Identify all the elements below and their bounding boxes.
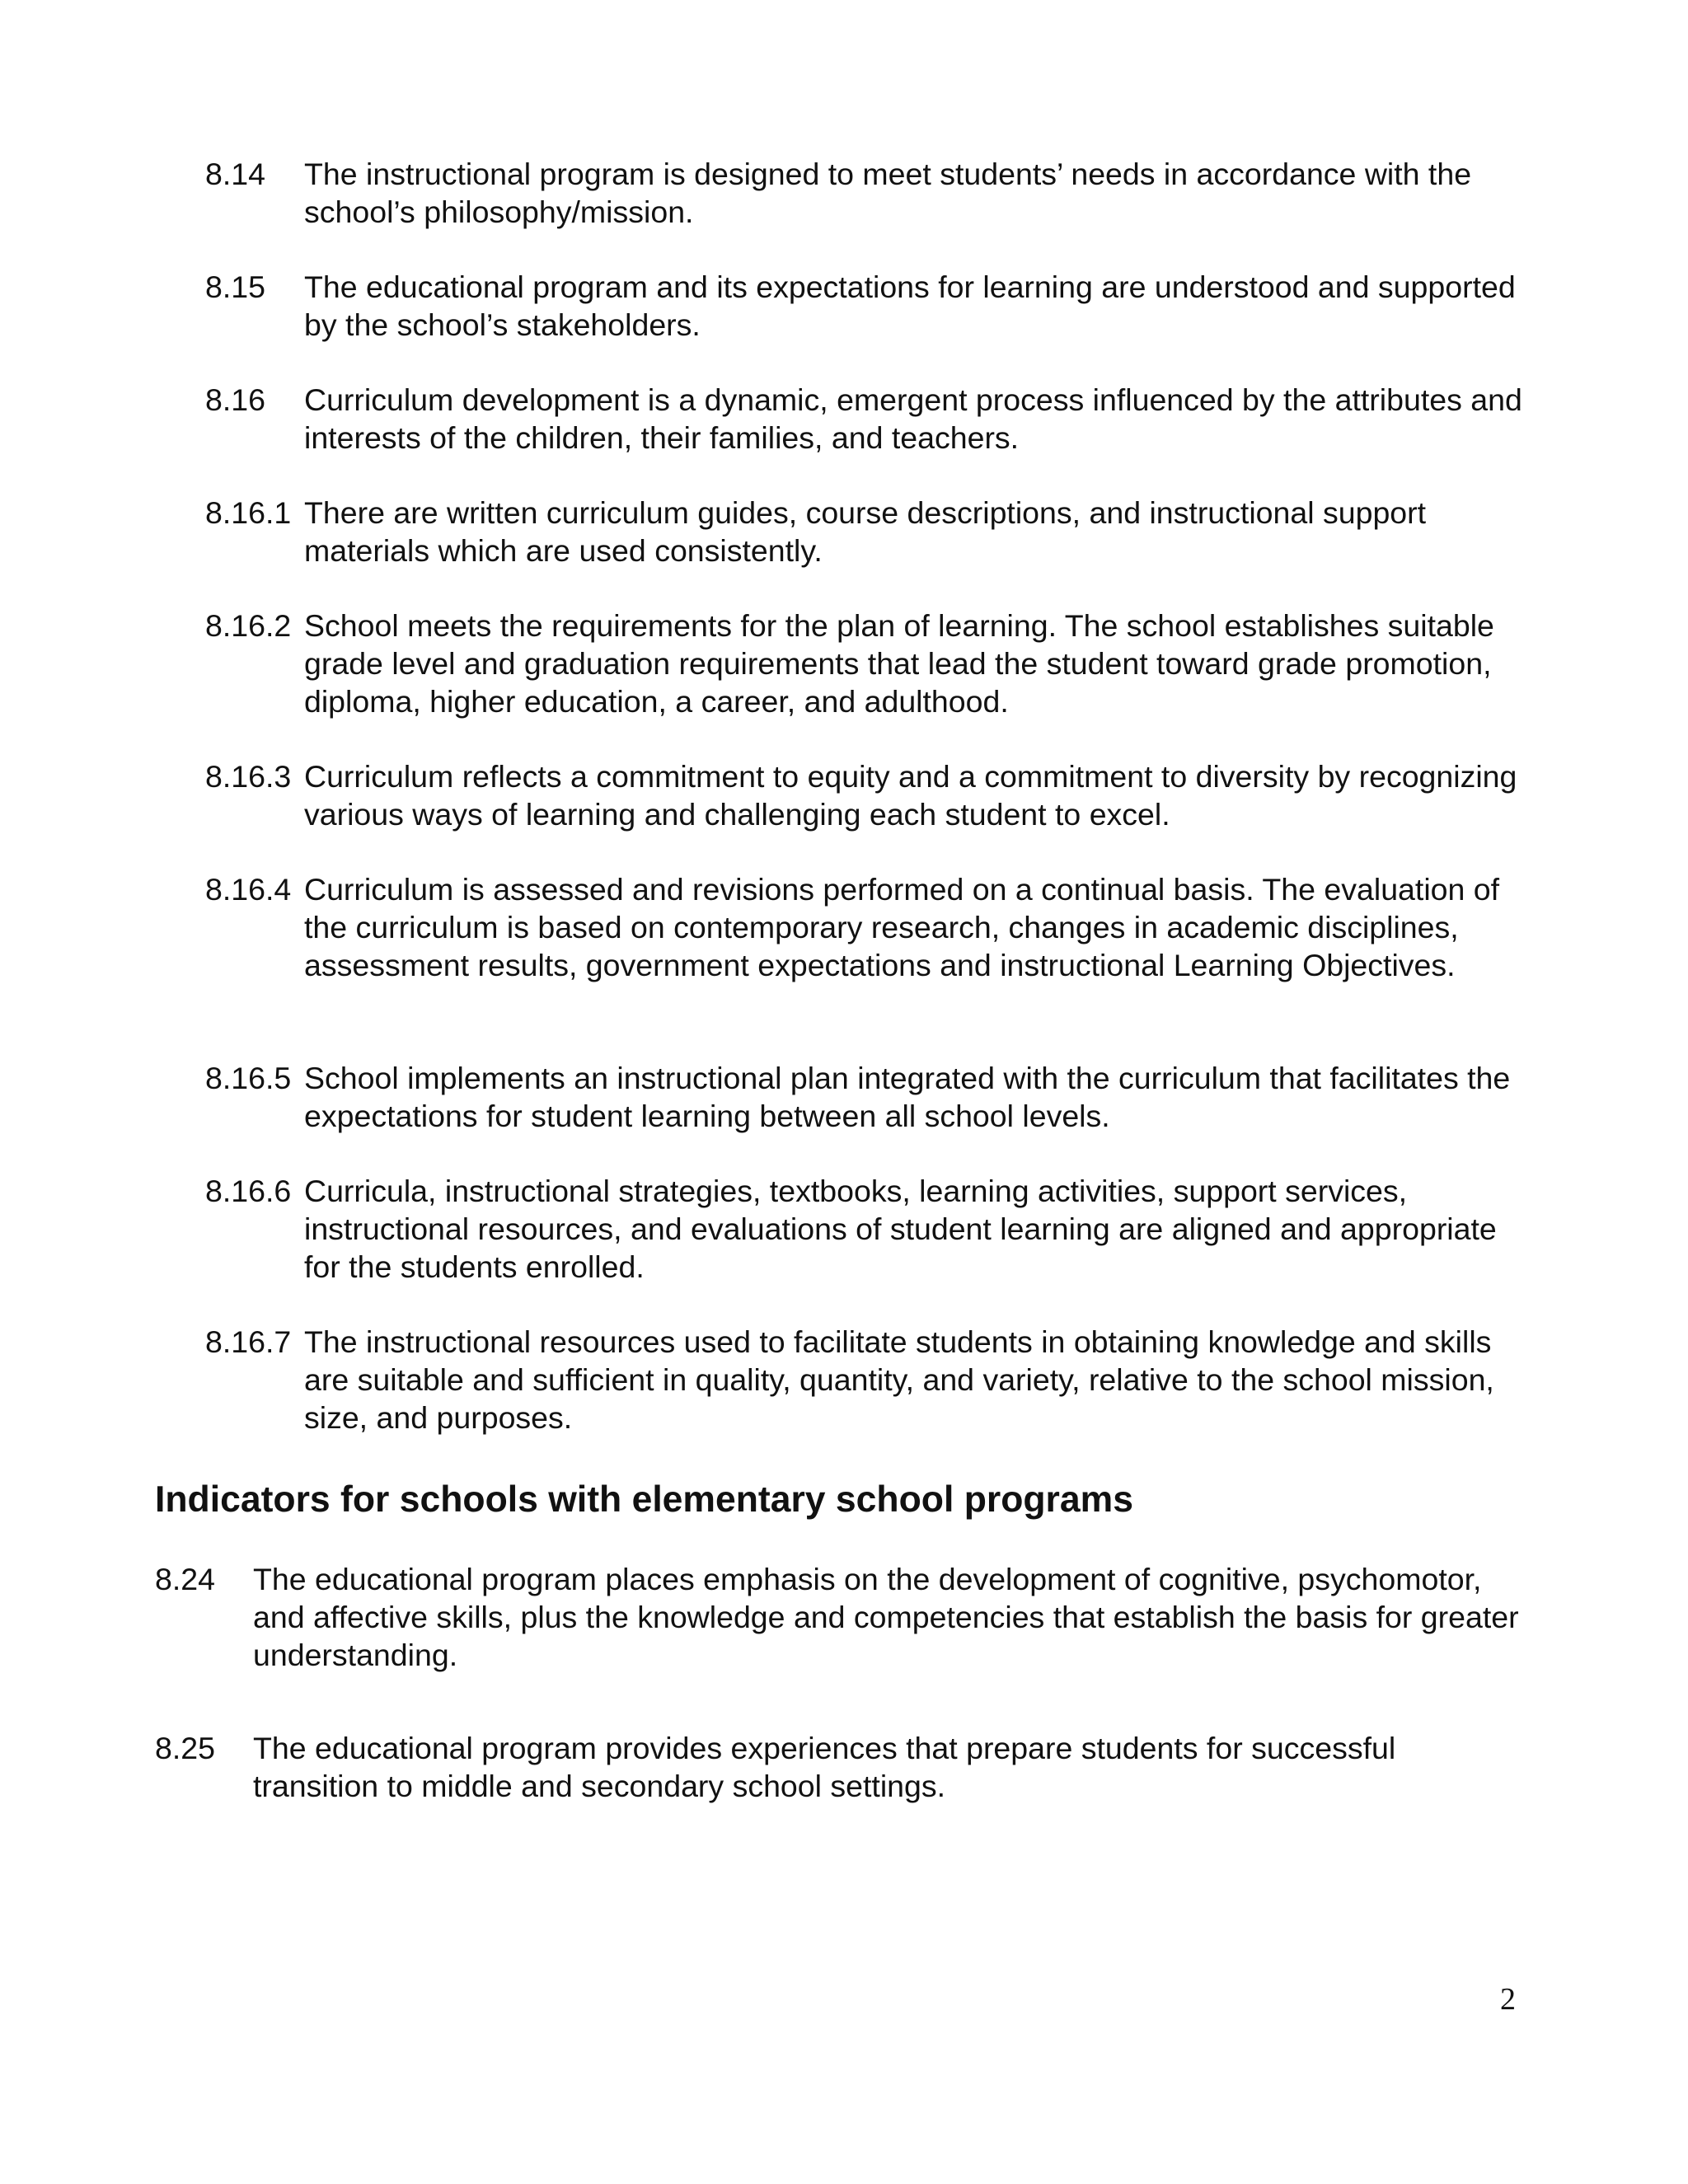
indicator-number: 8.16.7 [205,1324,292,1359]
indicator-number: 8.16 [205,382,265,417]
indicator-8-25 [155,1729,1523,1805]
indicator-number: 8.24 [155,1562,215,1596]
indicator-8-15 [205,268,1524,344]
indicator-number: 8.16.2 [205,608,292,643]
indicator-text: Curriculum is assessed and revisions performed on a continual basis. The evaluation of the curriculum is based on contemporary research, changes in academic disciplines, assessment results, government expectations and instructional Learning Objectives. [304,872,1500,982]
indicator-8-24 [155,1560,1523,1674]
indicator-text: The educational program places emphasis on the development of cognitive, psychomotor, and affective skills, plus the knowledge and competencies that establish the basis for greater understanding. [253,1562,1519,1672]
indicator-text: There are written curriculum guides, course descriptions, and instructional support materials which are used consistently. [304,495,1427,568]
indicator-text: The educational program and its expectations for learning are understood and supported by the school’s stakeholders. [304,269,1516,342]
indicator-text: Curricula, instructional strategies, textbooks, learning activities, support services, instructional resources, and evaluations of student learning are aligned and appropriate for the students enrolled. [304,1174,1497,1284]
indicator-8-16-7 [205,1323,1524,1436]
page-number: 2 [1500,1982,1516,2017]
indicator-text: School meets the requirements for the plan of learning. The school establishes suitable grade level and graduation requirements that lead the student toward grade promotion, diploma, higher education, a career, and adulthood. [304,608,1494,719]
indicator-number: 8.25 [155,1731,215,1765]
indicator-text: Curriculum development is a dynamic, emergent process influenced by the attributes and interests of the children, their families, and teachers. [304,382,1522,455]
indicator-text: The instructional program is designed to meet students’ needs in accordance with the school’s philosophy/mission. [304,157,1472,229]
indicator-8-16-6 [205,1172,1524,1286]
indicator-number: 8.15 [205,269,265,304]
indicator-8-16-2 [205,607,1524,720]
indicator-8-16-4 [205,870,1524,984]
indicator-text: Curriculum reflects a commitment to equity and a commitment to diversity by recognizing various ways of learning and challenging each student to excel. [304,759,1517,832]
section-heading: Indicators for schools with elementary school programs [155,1479,1133,1520]
indicator-number: 8.16.6 [205,1174,292,1208]
indicator-number: 8.16.5 [205,1061,292,1095]
indicator-8-16-3 [205,757,1524,833]
indicator-text: School implements an instructional plan integrated with the curriculum that facilitates the expectations for student learning between all school levels. [304,1061,1511,1133]
indicator-text: The instructional resources used to facilitate students in obtaining knowledge and skills are suitable and sufficient in quality, quantity, and variety, relative to the school mission, size, and purposes. [304,1324,1494,1435]
indicator-8-16-1 [205,494,1524,569]
indicator-number: 8.16.4 [205,872,292,907]
indicator-8-14 [205,155,1524,231]
indicator-number: 8.16.3 [205,759,292,794]
indicator-number: 8.14 [205,157,265,191]
indicator-8-16 [205,381,1524,457]
indicator-text: The educational program provides experiences that prepare students for successful transition to middle and secondary school settings. [253,1731,1396,1803]
indicator-8-16-5 [205,1059,1524,1135]
indicator-number: 8.16.1 [205,495,292,530]
